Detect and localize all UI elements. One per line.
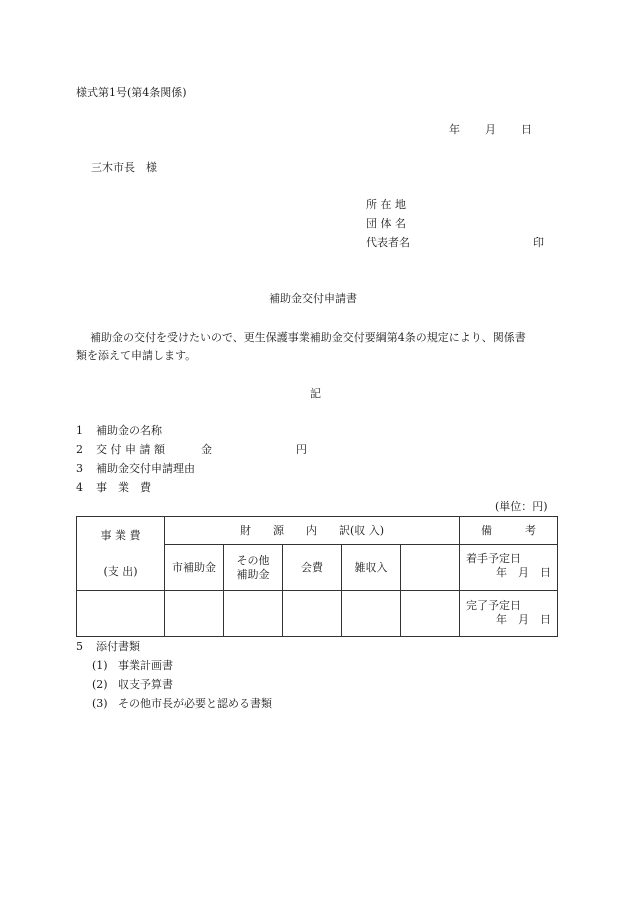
organization-label: 団 体 名: [366, 217, 406, 230]
item-4-number: 4: [76, 481, 83, 494]
address-label: 所 在 地: [366, 198, 406, 211]
start-date-cell: [460, 545, 558, 591]
item-1-number: 1: [76, 424, 83, 437]
attachment-2-number: (2): [92, 678, 108, 691]
amount-unit: 円: [296, 443, 307, 456]
project-cost-value-cell: [77, 591, 165, 637]
document-title: 補助金交付申請書: [269, 292, 357, 305]
column-misc-income: 雑収入: [342, 545, 401, 591]
date-day-label: 日: [521, 123, 532, 136]
remarks-header: 備 考: [460, 517, 558, 545]
end-date-ymd: 年 月 日: [496, 613, 552, 626]
date-year-label: 年: [449, 123, 460, 136]
start-date-ymd: 年 月 日: [496, 566, 552, 579]
date-month-label: 月: [485, 123, 496, 136]
end-date-label: 完了予定日: [466, 599, 522, 612]
funding-breakdown-header: 財 源 内 訳(収 入): [165, 517, 460, 545]
column-membership-fees: 会費: [283, 545, 342, 591]
body-line-2: 類を添えて申請します。: [76, 349, 197, 362]
seal-mark: 印: [533, 236, 544, 249]
attachment-2-label: 収支予算書: [118, 678, 173, 691]
attachment-1-label: 事業計画書: [118, 659, 173, 672]
item-3-label: 補助金交付申請理由: [96, 462, 195, 475]
ki-heading: 記: [310, 387, 321, 400]
project-cost-label: 事 業 費: [100, 528, 141, 542]
item-4-label: 事 業 費: [96, 481, 151, 494]
addressee: 三木市長 様: [91, 161, 157, 174]
amount-prefix: 金: [201, 443, 212, 456]
project-cost-table: [76, 516, 558, 637]
attachment-3-label: その他市長が必要と認める書類: [118, 697, 272, 710]
attachment-3-number: (3): [92, 697, 108, 710]
attachment-1-number: (1): [92, 659, 108, 672]
item-5-label: 添付書類: [96, 640, 140, 653]
blank-value-cell: [401, 591, 460, 637]
item-2-number: 2: [76, 443, 83, 456]
item-3-number: 3: [76, 462, 83, 475]
unit-note: (単位：円): [495, 500, 548, 513]
start-date-label: 着手予定日: [466, 552, 522, 565]
column-blank: [401, 545, 460, 591]
city-subsidy-value-cell: [165, 591, 224, 637]
project-cost-header-cell: [77, 517, 165, 591]
item-1-label: 補助金の名称: [96, 424, 162, 437]
other-subsidy-value-cell: [224, 591, 283, 637]
membership-fees-value-cell: [283, 591, 342, 637]
item-5-number: 5: [76, 640, 83, 653]
item-2-label: 交 付 申 請 額: [96, 443, 165, 456]
end-date-cell: [460, 591, 558, 637]
column-other-subsidy: その他 補助金: [224, 545, 283, 591]
column-city-subsidy: 市補助金: [165, 545, 224, 591]
body-line-1: 補助金の交付を受けたいので、更生保護事業補助金交付要綱第4条の規定により、関係書: [90, 331, 526, 344]
form-number: 様式第1号(第4条関係): [76, 86, 187, 99]
misc-income-value-cell: [342, 591, 401, 637]
expenditure-label: (支 出): [103, 564, 138, 578]
representative-label: 代表者名: [366, 236, 410, 249]
